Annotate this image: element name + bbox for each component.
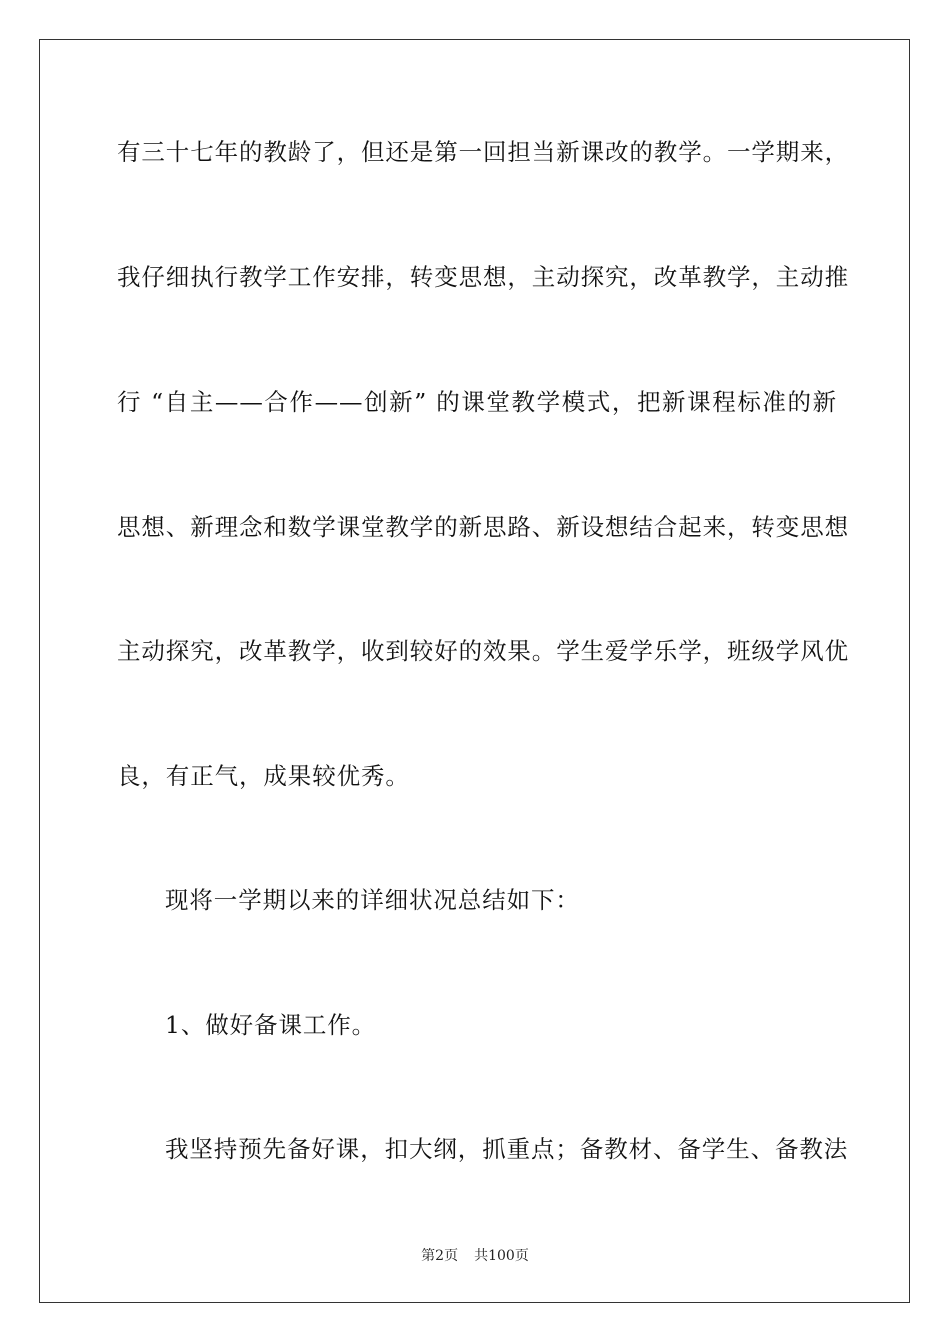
paragraph-line: 良，有正气，成果较优秀。: [117, 762, 410, 790]
paragraph-line: 现将一学期以来的详细状况总结如下：: [165, 886, 580, 914]
page-border: [39, 39, 910, 1303]
paragraph-line: 我坚持预先备好课，扣大纲，抓重点；备教材、备学生、备教法: [165, 1135, 849, 1163]
paragraph-line: 我仔细执行教学工作安排，转变思想，主动探究，改革教学，主动推: [117, 263, 849, 291]
paragraph-line: 主动探究，改革教学，收到较好的效果。学生爱学乐学，班级学风优: [117, 637, 849, 665]
section-heading: 1、做好备课工作。: [165, 1011, 377, 1039]
paragraph-line: 有三十七年的教龄了，但还是第一回担当新课改的教学。一学期来，: [117, 138, 849, 166]
paragraph-line: 行 “自主——合作——创新” 的课堂教学模式，把新课程标准的新: [117, 388, 837, 416]
total-pages: 共100页: [474, 1248, 529, 1264]
page-number: 第2页: [421, 1248, 459, 1264]
paragraph-line: 思想、新理念和数学课堂教学的新思路、新设想结合起来，转变思想: [117, 513, 849, 541]
page-footer: [0, 1247, 950, 1265]
